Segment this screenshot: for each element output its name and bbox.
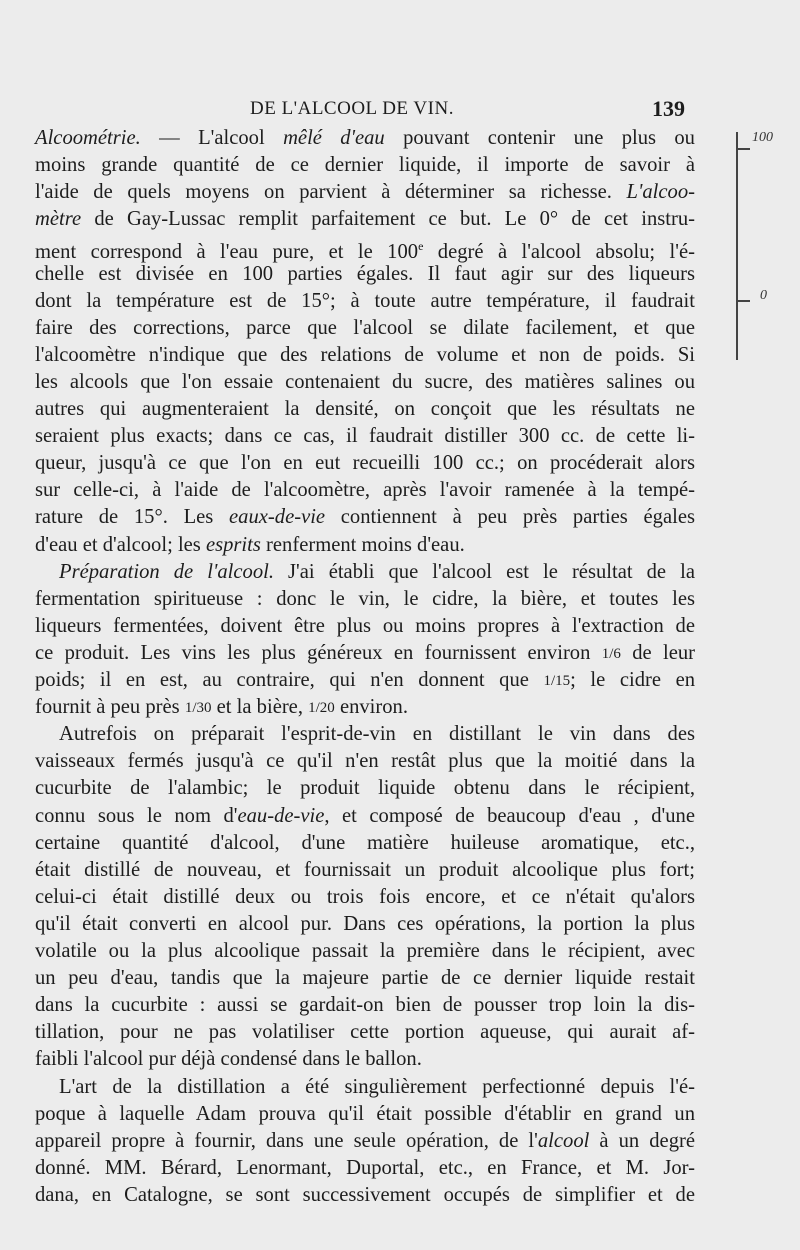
text-segment: était distillé de nouveau, et fournissait un produit alcoolique plus fort; [35,858,695,881]
text-line [35,667,695,695]
text-segment: — L'alcool [140,127,284,149]
text-segment: appareil propre à fournir, dans une seule opération, de l' [35,1129,538,1152]
text-segment: chelle est divisée en 100 parties égales. Il faut agir sur des liqueurs [35,262,695,285]
text-segment: connu sous le nom d' [35,804,238,827]
text-segment: eaux-de-vie [229,506,326,529]
text-segment: poque à laquelle Adam prouva qu'il était possible d'établir en grand un [35,1102,695,1125]
text-line [35,694,695,722]
text-segment: ce produit. Les vins les plus généreux en fournissent environ [35,641,602,664]
margin-tick-bottom [736,300,750,302]
text-segment: queur, jusqu'à ce que l'on en eut recueilli 100 cc.; on procéderait alors [35,452,695,475]
text-segment: sur celle-ci, à l'aide de l'alcoomètre, après l'avoir ramenée à la tempé- [35,479,695,502]
text-segment: poids; il en est, au contraire, qui n'en donnent que [35,669,544,691]
text-segment: faibli l'alcool pur déjà condensé dans le ballon. [35,1048,422,1071]
text-segment: degré à l'alcool absolu; l'é- [423,241,695,264]
text-line [35,1155,695,1182]
text-segment: Alcoométrie. [35,127,141,149]
text-segment: seraient plus exacts; dans ce cas, il faudrait distiller 300 cc. de cette li- [35,425,695,448]
text-line [35,288,695,315]
text-segment: de Gay-Lussac remplit parfaitement ce but. Le 0° de cet instru- [81,208,695,231]
text-segment: J'ai établi que l'alcool est le résultat de la [273,560,695,583]
text-segment: fermentation spiritueuse : donc le vin, le cidre, la bière, et toutes les [35,587,695,610]
text-segment: faire des corrections, parce que l'alcool se dilate facilement, et que [35,316,695,339]
fraction: 1/20 [308,700,335,717]
text-line [35,884,695,911]
text-line [35,261,695,288]
text-segment: alcool [537,1129,590,1152]
text-line [35,803,695,830]
text-line [35,1101,695,1128]
running-header: DE L'ALCOOL DE VIN. [250,98,454,119]
text-segment: celui-ci était distillé deux ou trois fois encore, et ce n'était qu'alors [35,885,695,908]
text-segment: , et composé de beaucoup d'eau , d'une [324,804,695,827]
text-line [35,315,695,342]
text-segment: L'art de la distillation a été singulièrement perfectionné depuis l'é- [59,1075,695,1098]
text-segment: dans la cucurbite : aussi se gardait-on bien de pousser trop loin la dis- [35,994,695,1017]
text-segment: cucurbite de l'alambic; le produit liquide obtenu dans le récipient, [35,777,695,800]
text-segment: liqueurs fermentées, doivent être plus ou moins propres à l'extraction de [35,614,695,637]
text-line [35,1128,695,1155]
text-segment: esprits [205,533,261,556]
text-segment: environ. [334,696,409,719]
text-line [35,640,695,668]
fraction: 1/30 [184,700,212,717]
text-line [35,938,695,965]
text-line [59,559,695,586]
text-line [35,965,695,992]
text-line [35,423,695,450]
text-line [35,477,695,504]
text-line [35,396,695,423]
text-line [35,775,695,802]
text-segment: Autrefois on préparait l'esprit-de-vin en distillant le vin dans des [59,723,695,746]
text-segment: vaisseaux fermés jusqu'à ce qu'il n'en restât plus que la moitié dans la [35,750,695,773]
text-line [35,857,695,884]
text-line [35,206,695,233]
text-segment: autres qui augmenteraient la densité, on conçoit que les résultats ne [35,398,695,420]
text-segment: fournit à peu près [35,696,185,719]
text-line [35,152,695,179]
text-line [35,1046,695,1073]
text-line [59,721,695,748]
text-segment: tillation, pour ne pas volatiliser cette portion aqueuse, qui aurait af- [35,1021,695,1044]
text-segment: l'aide de quels moyens on parvient à déterminer sa richesse. [35,181,627,204]
text-line [35,450,695,477]
text-segment: volatile ou la plus alcoolique passait la première dans le récipient, avec [35,940,695,962]
text-segment: les alcools que l'on essaie contenaient du sucre, des matières salines ou [35,370,695,393]
text-line [59,1074,695,1101]
margin-note-top: 100 [752,130,773,145]
text-line [35,532,695,559]
text-segment: ; le cidre en [570,669,696,691]
text-segment: l'alcoomètre n'indique que des relations de volume et non de poids. Si [35,343,695,366]
text-segment: donné. MM. Bérard, Lenormant, Duportal, etc., en France, et M. Jor- [35,1156,695,1179]
text-segment: contiennent à peu près parties égales [325,506,695,529]
text-segment: d'eau et d'alcool; les [35,533,206,556]
text-line [35,125,695,152]
text-line [35,504,695,531]
margin-bracket [736,132,738,360]
text-line [35,613,695,640]
text-line [35,1019,695,1046]
text-segment: dont la température est de 15°; à toute autre température, il faudrait [35,289,695,312]
text-segment: et la bière, [211,696,309,719]
text-line [35,748,695,775]
text-segment: qu'il était converti en alcool pur. Dans ces opérations, la portion la plus [35,912,695,935]
margin-tick-top [736,148,750,150]
margin-note-bottom: 0 [760,288,767,303]
fraction: 1/6 [601,645,621,662]
text-segment: L'alcoo- [626,181,695,204]
fraction: 1/15 [543,673,571,689]
text-line [35,179,695,206]
text-line [35,830,695,857]
text-segment: certaine quantité d'alcool, d'une matière huileuse aromatique, etc., [35,831,695,854]
text-segment: eau-de-vie [237,804,325,827]
text-line [35,342,695,369]
text-line [35,586,695,613]
text-segment: moins grande quantité de ce dernier liquide, il importe de savoir à [35,154,695,177]
text-segment: un peu d'eau, tandis que la majeure partie de ce dernier liquide restait [35,967,695,990]
text-segment: pouvant contenir une plus ou [384,127,695,149]
page-number: 139 [652,96,685,121]
text-line [35,992,695,1019]
text-segment: ment correspond à l'eau pure, et le 100 [35,241,419,264]
text-segment: e [418,239,424,254]
text-segment: mètre [35,208,82,231]
text-segment: de leur [620,641,695,664]
text-line [35,369,695,396]
text-segment: rature de 15°. Les [35,506,230,529]
text-line [35,911,695,938]
text-segment: mêlé d'eau [283,127,385,149]
text-segment: Préparation de l'alcool. [59,560,274,583]
text-line [35,1182,695,1209]
text-segment: dana, en Catalogne, se sont successivement occupés de simplifier et de [35,1183,695,1206]
text-segment: renferment moins d'eau. [260,533,465,556]
text-segment: à un degré [589,1129,695,1152]
